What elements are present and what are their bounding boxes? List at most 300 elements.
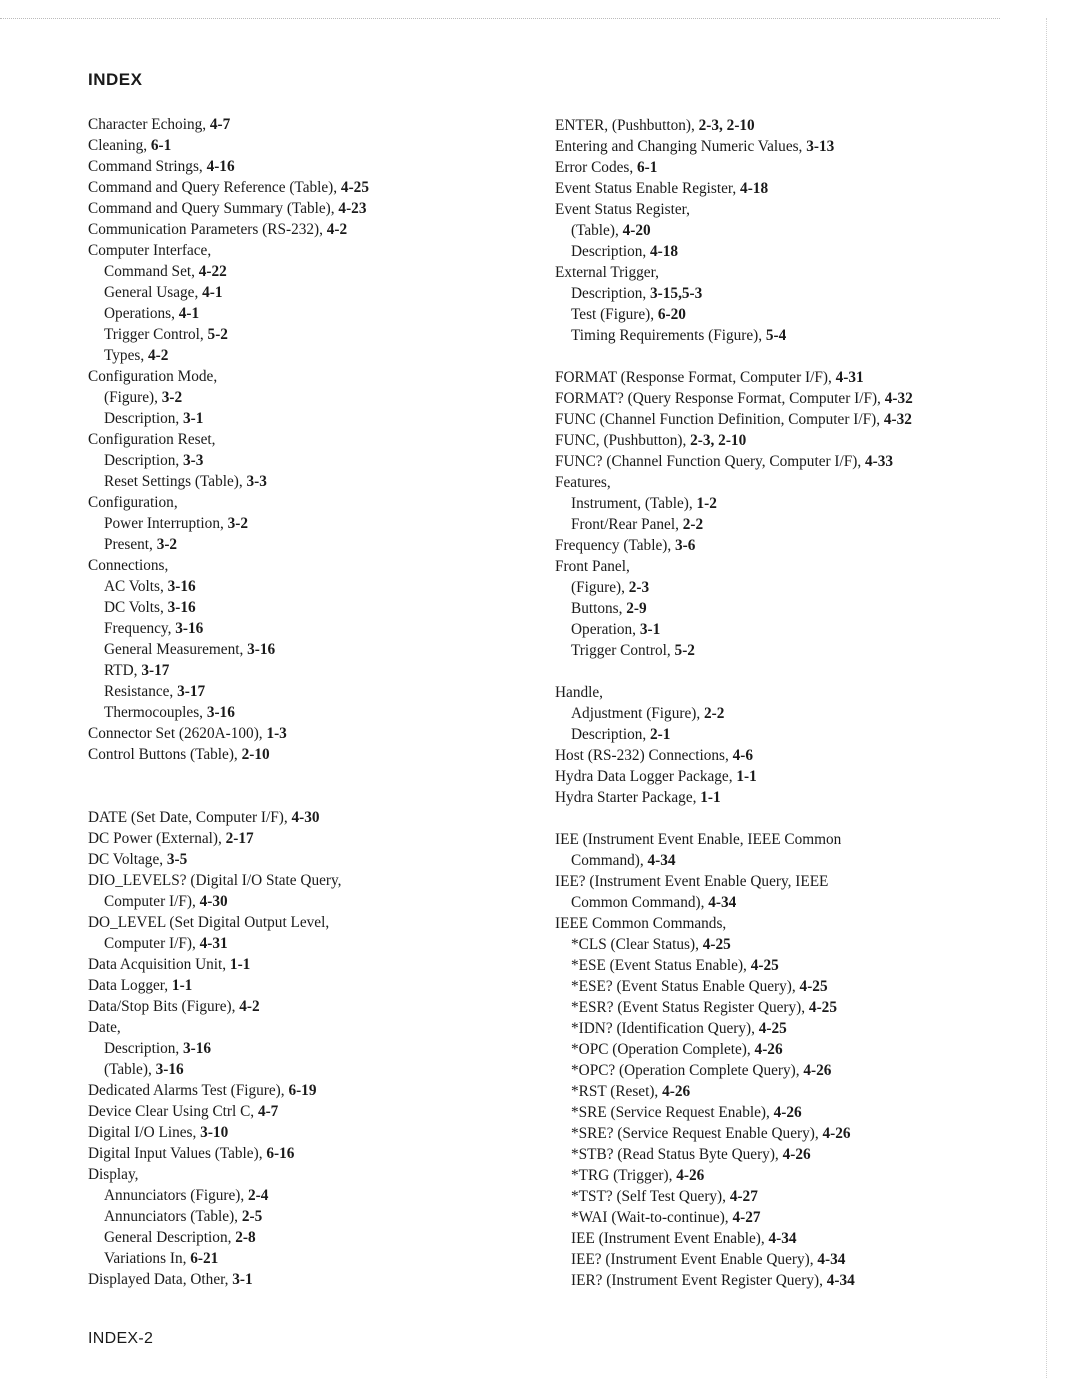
index-term: Handle, [555, 684, 603, 701]
page-reference: 2-2 [682, 516, 704, 533]
index-subentry [555, 1018, 1015, 1039]
index-term: Front/Rear Panel, [571, 516, 683, 533]
index-subentry [555, 1144, 1015, 1165]
page-reference: 1-1 [736, 768, 757, 785]
page-reference: 4-26 [822, 1125, 851, 1142]
index-subentry [555, 1039, 1015, 1060]
index-term: AC Volts, [104, 578, 168, 595]
index-subentry [88, 891, 548, 912]
index-term: *ESE (Event Status Enable), [571, 957, 751, 974]
index-subentry [555, 892, 1015, 913]
index-term: Reset Settings (Table), [104, 473, 247, 490]
index-entry [88, 807, 548, 828]
page-reference: 4-23 [338, 200, 367, 217]
index-entry [88, 744, 548, 765]
index-entry [88, 219, 548, 240]
page-reference: 3-1 [232, 1271, 253, 1288]
index-subentry [88, 660, 548, 681]
page-reference: 3-1 [639, 621, 661, 638]
index-term: Features, [555, 474, 611, 491]
index-term: Description, [104, 1040, 184, 1057]
page-reference: 3-16 [167, 578, 196, 595]
page-reference: 6-20 [657, 306, 686, 323]
page-number: INDEX-2 [88, 1330, 154, 1347]
page-reference: 3-13 [806, 138, 835, 155]
page-reference: 4-2 [147, 347, 169, 364]
index-entry [555, 766, 1015, 787]
index-term: Command Set, [104, 263, 199, 280]
index-term: *CLS (Clear Status), [571, 936, 703, 953]
page-reference: 2-9 [626, 600, 647, 617]
page-reference: 4-22 [198, 263, 227, 280]
index-term: Computer Interface, [88, 242, 212, 259]
page-reference: 2-2 [703, 705, 725, 722]
page-reference: 4-25 [702, 936, 731, 953]
page-reference: 3-17 [141, 662, 170, 679]
index-term: Description, [571, 285, 651, 302]
page-heading: INDEX [88, 70, 143, 89]
page-reference: 4-30 [291, 809, 320, 826]
index-term: IEE (Instrument Event Enable), [571, 1230, 769, 1247]
page-reference: 4-25 [750, 957, 779, 974]
index-subentry [88, 597, 548, 618]
page-reference: 4-34 [817, 1251, 846, 1268]
index-entry [555, 115, 1015, 136]
index-term: Host (RS-232) Connections, [555, 747, 733, 764]
index-term: *ESE? (Event Status Enable Query), [571, 978, 800, 995]
index-entry [88, 114, 548, 135]
page-reference: 3-16 [175, 620, 204, 637]
index-term: (Table), [571, 222, 623, 239]
index-entry [555, 535, 1015, 556]
right-scan-border [1046, 18, 1047, 1378]
page-reference: 4-20 [622, 222, 651, 239]
index-entry [88, 954, 548, 975]
index-term: Description, [571, 726, 651, 743]
index-term: Data Acquisition Unit, [88, 956, 230, 973]
index-term: DC Voltage, [88, 851, 167, 868]
index-entry [88, 1017, 548, 1038]
index-entry [88, 849, 548, 870]
page-reference: 3-15,5-3 [650, 285, 703, 302]
index-entry [88, 1080, 548, 1101]
index-entry [555, 388, 1015, 409]
index-entry [555, 787, 1015, 808]
index-entry [555, 556, 1015, 577]
index-term: Types, [104, 347, 148, 364]
index-term: Trigger Control, [571, 642, 675, 659]
index-subentry [555, 1228, 1015, 1249]
index-term: Variations In, [104, 1250, 191, 1267]
page-reference: 3-16 [167, 599, 196, 616]
index-subentry [88, 387, 548, 408]
index-term: Connector Set (2620A-100), [88, 725, 267, 742]
index-term: Common Command), [571, 894, 709, 911]
page-reference: 4-25 [758, 1020, 787, 1037]
page-reference: 5-2 [674, 642, 695, 659]
index-term: Thermocouples, [104, 704, 207, 721]
index-term: *TST? (Self Test Query), [571, 1188, 730, 1205]
index-term: Dedicated Alarms Test (Figure), [88, 1082, 289, 1099]
index-term: Operation, [571, 621, 640, 638]
index-entry [88, 156, 548, 177]
index-term: Timing Requirements (Figure), [571, 327, 766, 344]
index-subentry [555, 934, 1015, 955]
index-entry [88, 198, 548, 219]
index-entry [88, 1164, 548, 1185]
page-reference: 2-10 [241, 746, 270, 763]
index-term: External Trigger, [555, 264, 659, 281]
page-reference: 3-16 [206, 704, 235, 721]
index-subentry [88, 1248, 548, 1269]
index-term: Adjustment (Figure), [571, 705, 704, 722]
index-subentry [555, 493, 1015, 514]
index-entry [555, 745, 1015, 766]
index-subentry [555, 1207, 1015, 1228]
page-reference: 1-3 [266, 725, 287, 742]
index-subentry [88, 450, 548, 471]
index-term: Entering and Changing Numeric Values, [555, 138, 807, 155]
page-reference: 4-27 [732, 1209, 761, 1226]
index-spacer [555, 346, 1015, 367]
index-term: Display, [88, 1166, 139, 1183]
index-subentry [88, 471, 548, 492]
index-term: Test (Figure), [571, 306, 658, 323]
index-entry [555, 472, 1015, 493]
index-subentry [555, 220, 1015, 241]
index-subentry [555, 241, 1015, 262]
index-subentry [88, 702, 548, 723]
index-term: General Description, [104, 1229, 236, 1246]
page-reference: 4-16 [206, 158, 235, 175]
index-subentry [555, 1186, 1015, 1207]
index-subentry [88, 618, 548, 639]
index-term: *OPC? (Operation Complete Query), [571, 1062, 804, 1079]
page-reference: 3-10 [200, 1124, 229, 1141]
index-term: *WAI (Wait-to-continue), [571, 1209, 733, 1226]
index-term: DO_LEVEL (Set Digital Output Level, [88, 914, 330, 931]
index-subentry [555, 304, 1015, 325]
index-term: Operations, [104, 305, 179, 322]
page-reference: 4-32 [883, 411, 912, 428]
page-reference: 6-1 [637, 159, 658, 176]
page-reference: 2-17 [225, 830, 254, 847]
index-term: *STB? (Read Status Byte Query), [571, 1146, 783, 1163]
index-term: *IDN? (Identification Query), [571, 1020, 759, 1037]
index-term: Trigger Control, [104, 326, 208, 343]
index-term: Hydra Data Logger Package, [555, 768, 737, 785]
index-term: Event Status Enable Register, [555, 180, 741, 197]
index-entry [88, 429, 548, 450]
page-reference: 4-34 [647, 852, 676, 869]
index-term: Annunciators (Figure), [104, 1187, 249, 1204]
index-entry [88, 870, 548, 891]
page-reference: 5-2 [207, 326, 228, 343]
page-reference: 4-1 [178, 305, 200, 322]
index-term: Command and Query Reference (Table), [88, 179, 341, 196]
page-reference: 3-1 [183, 410, 204, 427]
index-subentry [555, 1081, 1015, 1102]
page-reference: 4-26 [676, 1167, 705, 1184]
page-reference: 4-2 [326, 221, 348, 238]
index-term: Command), [571, 852, 648, 869]
index-term: DC Volts, [104, 599, 168, 616]
page-reference: 4-6 [732, 747, 754, 764]
index-entry [555, 178, 1015, 199]
index-entry [555, 262, 1015, 283]
index-entry [88, 996, 548, 1017]
page-reference: 3-16 [155, 1061, 184, 1078]
index-term: (Table), [104, 1061, 156, 1078]
page-reference: 4-32 [884, 390, 913, 407]
page-reference: 3-2 [161, 389, 183, 406]
index-term: Resistance, [104, 683, 178, 700]
page-reference: 6-1 [150, 137, 172, 154]
page-reference: 1-1 [171, 977, 193, 994]
index-term: FUNC (Channel Function Definition, Computer I/F), [555, 411, 884, 428]
page-reference: 4-25 [808, 999, 837, 1016]
page-reference: 4-7 [209, 116, 231, 133]
index-subentry [555, 976, 1015, 997]
page-reference: 4-18 [650, 243, 679, 260]
index-subentry [88, 1206, 548, 1227]
index-term: DIO_LEVELS? (Digital I/O State Query, [88, 872, 342, 889]
index-subentry [555, 598, 1015, 619]
index-term: IEE (Instrument Event Enable, IEEE Common [555, 831, 842, 848]
index-term: (Figure), [104, 389, 162, 406]
index-subentry [88, 534, 548, 555]
top-scan-border [0, 18, 1000, 19]
index-subentry [555, 1102, 1015, 1123]
index-subentry [555, 1060, 1015, 1081]
index-term: *SRE (Service Request Enable), [571, 1104, 774, 1121]
index-term: *RST (Reset), [571, 1083, 663, 1100]
page-reference: 4-30 [199, 893, 228, 910]
page-reference: 3-2 [156, 536, 178, 553]
index-subentry [555, 997, 1015, 1018]
index-term: ENTER, (Pushbutton), [555, 117, 699, 134]
page-reference: 5-4 [765, 327, 787, 344]
page-reference: 3-3 [246, 473, 267, 490]
page-reference: 4-26 [754, 1041, 783, 1058]
index-subentry [555, 1249, 1015, 1270]
page-reference: 2-4 [248, 1187, 269, 1204]
index-term: Cleaning, [88, 137, 151, 154]
index-entry [555, 199, 1015, 220]
index-subentry [88, 1185, 548, 1206]
index-term: Configuration, [88, 494, 178, 511]
index-term: Power Interruption, [104, 515, 228, 532]
index-term: IEEE Common Commands, [555, 915, 727, 932]
index-term: IER? (Instrument Event Register Query), [571, 1272, 827, 1289]
index-entry [88, 366, 548, 387]
index-term: Digital Input Values (Table), [88, 1145, 267, 1162]
index-term: Computer I/F), [104, 935, 200, 952]
index-term: FUNC? (Channel Function Query, Computer I/F), [555, 453, 866, 470]
index-entry [555, 157, 1015, 178]
index-term: Instrument, (Table), [571, 495, 697, 512]
index-subentry [88, 324, 548, 345]
index-term: Date, [88, 1019, 121, 1036]
index-column-right [555, 115, 1015, 1291]
page-reference: 3-16 [247, 641, 276, 658]
index-entry [88, 555, 548, 576]
index-subentry [88, 576, 548, 597]
index-term: General Measurement, [104, 641, 248, 658]
index-subentry [555, 703, 1015, 724]
index-term: Error Codes, [555, 159, 637, 176]
index-term: FORMAT (Response Format, Computer I/F), [555, 369, 836, 386]
page-reference: 4-33 [865, 453, 894, 470]
index-term: Description, [571, 243, 651, 260]
index-subentry [88, 345, 548, 366]
page-reference: 6-19 [288, 1082, 317, 1099]
page-reference: 4-2 [239, 998, 260, 1015]
page-reference: 2-3, 2-10 [698, 117, 755, 134]
index-term: Control Buttons (Table), [88, 746, 242, 763]
page-reference: 4-34 [826, 1272, 855, 1289]
index-subentry [88, 513, 548, 534]
index-term: Data/Stop Bits (Figure), [88, 998, 240, 1015]
index-term: Device Clear Using Ctrl C, [88, 1103, 258, 1120]
index-subentry [555, 283, 1015, 304]
index-term: Communication Parameters (RS-232), [88, 221, 327, 238]
index-subentry [88, 303, 548, 324]
index-term: Command and Query Summary (Table), [88, 200, 339, 217]
index-term: IEE? (Instrument Event Enable Query), [571, 1251, 818, 1268]
page-reference: 4-25 [799, 978, 828, 995]
index-entry [555, 409, 1015, 430]
page-reference: 4-25 [340, 179, 369, 196]
index-subentry [88, 1038, 548, 1059]
page-reference: 6-21 [190, 1250, 219, 1267]
index-entry [555, 451, 1015, 472]
page-reference: 4-26 [782, 1146, 811, 1163]
index-entry [555, 430, 1015, 451]
index-term: FUNC, (Pushbutton), [555, 432, 691, 449]
index-subentry [555, 850, 1015, 871]
page-reference: 4-1 [202, 284, 223, 301]
index-subentry [555, 640, 1015, 661]
index-subentry [88, 408, 548, 429]
index-term: Connections, [88, 557, 169, 574]
page-reference: 4-26 [662, 1083, 691, 1100]
index-term: Digital I/O Lines, [88, 1124, 201, 1141]
index-subentry [555, 955, 1015, 976]
page-reference: 2-5 [241, 1208, 263, 1225]
index-entry [555, 682, 1015, 703]
index-entry [88, 1143, 548, 1164]
index-entry [88, 492, 548, 513]
page-reference: 2-3 [628, 579, 650, 596]
index-entry [555, 829, 1015, 850]
index-entry [88, 723, 548, 744]
page-reference: 3-3 [183, 452, 204, 469]
index-subentry [555, 325, 1015, 346]
index-entry [88, 975, 548, 996]
index-term: *TRG (Trigger), [571, 1167, 677, 1184]
index-entry [555, 871, 1015, 892]
page-reference: 6-16 [266, 1145, 295, 1162]
page-reference: 4-26 [803, 1062, 832, 1079]
index-term: RTD, [104, 662, 142, 679]
index-term: Present, [104, 536, 157, 553]
index-term: Configuration Reset, [88, 431, 216, 448]
page-reference: 1-2 [696, 495, 717, 512]
index-term: Description, [104, 452, 184, 469]
index-term: *OPC (Operation Complete), [571, 1041, 755, 1058]
page-reference: 4-18 [740, 180, 769, 197]
index-entry [88, 912, 548, 933]
index-term: General Usage, [104, 284, 203, 301]
index-entry [88, 177, 548, 198]
index-term: Data Logger, [88, 977, 172, 994]
index-term: (Figure), [571, 579, 629, 596]
index-term: Description, [104, 410, 184, 427]
index-spacer [88, 765, 548, 786]
index-term: Buttons, [571, 600, 627, 617]
index-spacer [555, 661, 1015, 682]
index-subentry [88, 639, 548, 660]
index-term: FORMAT? (Query Response Format, Computer I/F), [555, 390, 885, 407]
index-entry [88, 828, 548, 849]
index-term: Computer I/F), [104, 893, 200, 910]
index-spacer [88, 786, 548, 807]
page-reference: 2-3, 2-10 [690, 432, 747, 449]
index-term: IEE? (Instrument Event Enable Query, IEEE [555, 873, 829, 890]
index-entry [555, 367, 1015, 388]
page-reference: 4-31 [199, 935, 228, 952]
page-reference: 4-34 [708, 894, 737, 911]
page-reference: 4-34 [768, 1230, 797, 1247]
index-term: Command Strings, [88, 158, 207, 175]
page-reference: 2-1 [650, 726, 671, 743]
index-subentry [555, 1165, 1015, 1186]
index-entry [88, 1122, 548, 1143]
index-term: Hydra Starter Package, [555, 789, 701, 806]
index-term: Displayed Data, Other, [88, 1271, 233, 1288]
page-reference: 2-8 [235, 1229, 256, 1246]
index-term: DC Power (External), [88, 830, 226, 847]
page-reference: 4-27 [729, 1188, 758, 1205]
index-subentry [88, 933, 548, 954]
page-reference: 3-17 [177, 683, 206, 700]
index-subentry [88, 282, 548, 303]
index-subentry [555, 619, 1015, 640]
index-subentry [555, 1123, 1015, 1144]
page-reference: 3-5 [166, 851, 188, 868]
index-term: *SRE? (Service Request Enable Query), [571, 1125, 823, 1142]
page-reference: 3-2 [227, 515, 249, 532]
index-subentry [555, 514, 1015, 535]
index-entry [555, 136, 1015, 157]
index-entry [555, 913, 1015, 934]
index-term: Frequency (Table), [555, 537, 675, 554]
index-term: DATE (Set Date, Computer I/F), [88, 809, 292, 826]
index-subentry [555, 724, 1015, 745]
index-entry [88, 1269, 548, 1290]
index-term: Front Panel, [555, 558, 630, 575]
index-entry [88, 135, 548, 156]
index-subentry [88, 681, 548, 702]
page-reference: 1-1 [229, 956, 251, 973]
index-subentry [88, 261, 548, 282]
page-reference: 4-31 [835, 369, 864, 386]
index-subentry [555, 1270, 1015, 1291]
index-term: *ESR? (Event Status Register Query), [571, 999, 809, 1016]
index-term: Event Status Register, [555, 201, 690, 218]
index-column-left [88, 114, 548, 1290]
